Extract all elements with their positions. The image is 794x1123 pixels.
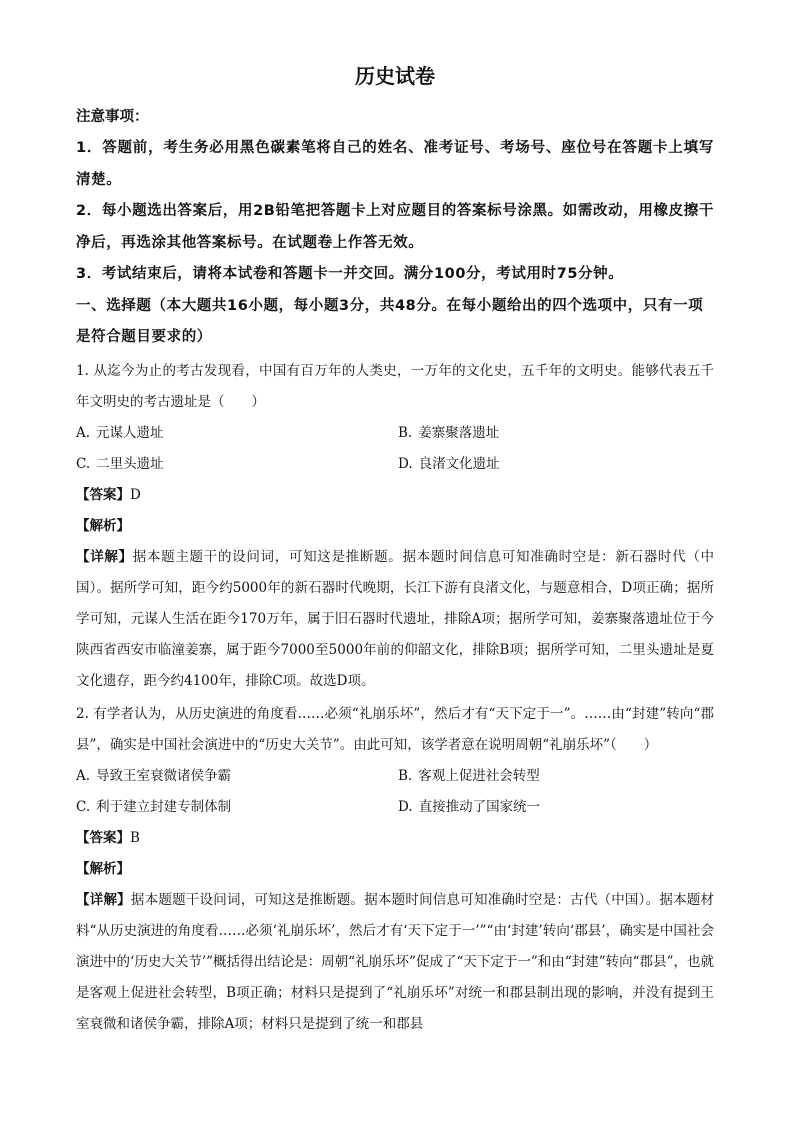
question-stem: 1. 从迄今为止的考古发现看，中国有百万年的人类史，一万年的文化史，五千年的文明史。能够代表五千年文明史的考古遗址是（ ） [76,362,714,410]
notice-item-3: 3．考试结束后，请将本试卷和答题卡一并交回。满分100分，考试用时75分钟。 [76,266,624,282]
option-text: 良渚文化遗址 [418,455,500,472]
option-c [76,449,398,480]
option-label: D. [398,798,413,815]
option-label: B. [398,424,413,441]
analysis-line [76,511,714,542]
option-text: 二里头遗址 [96,455,164,472]
option-label: B. [398,767,413,784]
notice-item-1: 1．答题前，考生务必用黑色碳素笔将自己的姓名、准考证号、考场号、座位号在答题卡上填写清楚。 [76,140,714,188]
answer-value: B [130,829,140,846]
notice-heading: 注意事项： [76,109,149,125]
option-text: 利于建立封建专制体制 [96,798,232,815]
answer-tag: 【答案】 [76,829,130,846]
detail-paragraph [76,885,714,1040]
option-list [76,418,714,480]
answer-value: D [130,486,141,503]
option-text: 直接推动了国家统一 [418,798,541,815]
option-a [76,418,398,449]
option-b [398,418,714,449]
answer-line [76,823,714,854]
option-c [76,792,398,823]
question-2 [76,699,714,1040]
option-label: A. [76,767,91,784]
option-text: 姜寨聚落遗址 [418,424,500,441]
option-text: 导致王室衰微诸侯争霸 [96,767,232,784]
detail-text: 据本题主题干的设问词，可知这是推断题。据本题时间信息可知准确时空是：新石器时代（中国）。据所学可知，距今约5000年的新石器时代晚期，长江下游有良渚文化，与题意相合，D项正确；据所学可知，元谋人生活在距今170万年，属于旧石器时代遗址，排除A项；据所学可知，姜寨聚落遗址位于今陕西省西安市临潼姜寨，属于距今7000至5000年前的仰韶文化，排除B项；据所学可知，二里头遗址是夏文化遗存，距今约4100年，排除C项。故选D项。 [76,548,715,689]
question-stem: 2. 有学者认为，从历史演进的角度看……必须“礼崩乐坏”，然后才有“天下定于一”。……由“封建”转向“郡县”，确实是中国社会演进中的“历史大关节”。由此可知，该学者意在说明周朝“礼崩乐坏”（ ） [76,705,714,753]
option-d [398,792,714,823]
option-list [76,761,714,823]
page-title: 历史试卷 [355,64,435,88]
analysis-line [76,854,714,885]
option-text: 客观上促进社会转型 [418,767,540,784]
detail-text: 据本题题干设问词，可知这是推断题。据本题时间信息可知准确时空是：古代（中国）。据本题材料“从历史演进的角度看……必须‘礼崩乐坏’，然后才有‘天下定于一’”“由‘封建’转向‘郡县’，确实是中国社会演进中的‘历史大关节’”概括得出结论是：周朝“礼崩乐坏”促成了“天下定于一”和由“封建”转向“郡县”，也就是客观上促进社会转型，B项正确；材料只是提到了“礼崩乐坏”对统一和郡县制出现的影响，并没有提到王室衰微和诸侯争霸，排除A项；材料只是提到了统一和郡县 [76,891,715,1032]
detail-tag: 【详解】 [76,548,133,565]
option-label: D. [398,455,413,472]
option-a [76,761,398,792]
option-label: C. [76,455,91,472]
option-d [398,449,714,480]
section-heading: 一、选择题（本大题共16小题，每小题3分，共48分。在每小题给出的四个选项中，只有一项是符合题目要求的） [76,297,704,345]
detail-tag: 【详解】 [76,891,131,908]
answer-line [76,480,714,511]
option-label: A. [76,424,91,441]
notice-item-2: 2．每小题选出答案后，用2B铅笔把答题卡上对应题目的答案标号涂黑。如需改动，用橡皮擦干净后，再选涂其他答案标号。在试题卷上作答无效。 [76,203,714,251]
question-1 [76,356,714,697]
option-b [398,761,714,792]
analysis-tag: 【解析】 [76,860,130,877]
option-label: C. [76,798,91,815]
detail-paragraph [76,542,714,697]
analysis-tag: 【解析】 [76,517,130,534]
option-text: 元谋人遗址 [96,424,164,441]
answer-tag: 【答案】 [76,486,130,503]
